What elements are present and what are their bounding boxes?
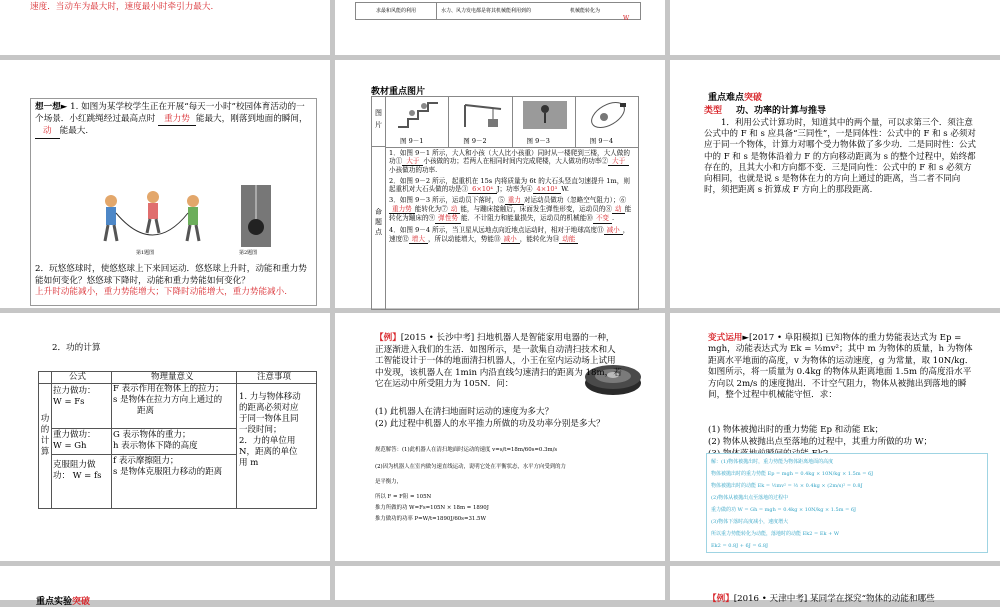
answer-2: 上升时动能减小，重力势能增大；下降时动能增大，重力势能减小. [35, 287, 287, 297]
slide-thumbnail-11[interactable] [335, 566, 665, 600]
sub-question: (2) 物体从被抛出点至落地的过程中，其重力所做的功 W； [708, 437, 933, 447]
proposition-2: 2．如图 9－2 所示，起重机在 15s 内将质量为 6t 的大石头竖直匀速提升 1m，则起重机对大石头做的功是③ 6×10⁴ J；功率为④ 4×10³ W. [389, 176, 630, 193]
slide-thumbnail-6[interactable] [670, 60, 1000, 308]
sub-question: (1) 物体被抛出时的重力势能 Ep 和动能 Ek； [708, 425, 884, 435]
slide-thumbnail-8[interactable] [335, 313, 665, 561]
column-header: 注意事项 [257, 372, 292, 382]
body-text: 1．利用公式计算功时，知道其中的两个量，可以求第三个．须注意公式中的 F 和 s 应具备“三同性”，一是同体性：公式中的 F 和 s 必须对应于同一个物体，计算力对哪个受力物体做了多少功．二是同时性：公式中的 F 和 s 是物体沿着力 F 的方向移动距离为 s 的整个过程中，始终都存在的，且其大小和方向都不变．三是同向性：公式中的 F 和 s 必须方向相同，也就是说 s 是物体在力的方向上通过的距离，当二者不同向时，须把距离 s 折算成 F 方向上的那段距离. [704, 118, 977, 196]
trampoline-figure [523, 101, 567, 129]
table-header-row [39, 372, 316, 384]
row-label: 命题点 [372, 147, 386, 309]
figure-caption: 第2题图 [239, 250, 258, 256]
figure-label: 图 9－4 [589, 137, 614, 145]
question-text: 1. 如图为某学校学生正在开展“每天一小时”校园体育活动的一个场景．小红跳绳经过最高点时 [35, 102, 305, 124]
sub-question: (1) 此机器人在清扫地面时运动的速度为多大？ [375, 407, 554, 417]
question-text: 能最大，刚落到地面的瞬间， [195, 113, 308, 124]
slide-thumbnail-2[interactable] [335, 0, 665, 55]
figure-row [386, 97, 638, 148]
figure-caption: 第1题图 [136, 250, 155, 256]
think-box [30, 98, 317, 306]
proposition-4: 4．如图 9－4 所示，当卫星从远地点向近地点运动时，相对于地球高度⑪ 减小 ，速度⑫ 增大 ，所以动能增大，势能⑬ 减小 ，能转化为⑭ 动能 [389, 225, 630, 243]
table-cell: 机械能转化为 [570, 8, 601, 14]
example-question: 【例】[2015 • 长沙中考] 扫地机器人是智能家用电器的一种，正逐渐进入我们的生活．如图所示，是一款集自动清扫技术和人工智能设计于一体的地面清扫机器人，小王在室内运动场上试用中发现，该机器人在 1min 内沿直线匀速清扫的距离为 18m，若它在运动中所受阻力为 105N．问： [375, 333, 622, 389]
slide-thumbnail-5[interactable] [335, 60, 665, 308]
slide-title: 重点实验突破 [36, 597, 91, 607]
question-text: 能最大. [59, 126, 89, 136]
slide-thumbnail-1[interactable] [0, 0, 330, 55]
meaning-cell: G 表示物体的重力； h 表示物体下降的高度 [113, 430, 198, 451]
table-cell: 水力、风力发电都是将其机械能利用到的 [441, 8, 532, 14]
notes-cell: 1. 力与物体移动 的距离必须对应 于同一物体且同 一段时间； 2．力的单位用 N，距离的单位 用 m [239, 392, 301, 468]
column-header: 公式 [69, 372, 87, 382]
figure-table [371, 96, 639, 310]
stairs-figure [398, 101, 438, 129]
slide-thumbnail-12[interactable] [670, 566, 1000, 604]
meaning-cell: F 表示作用在物体上的拉力； s 是物体在拉力方向上通过的 距离 [113, 384, 224, 416]
meaning-cell: f 表示摩擦阻力； s 是物体克服阻力移动的距离 [113, 456, 223, 477]
slide-title: 教材重点图片 [371, 87, 426, 97]
side-label: 功 的 计 算 [40, 414, 50, 457]
slide-thumbnail-4[interactable] [0, 60, 330, 308]
question-2: 2．玩悠悠球时，使悠悠球上下来回运动．悠悠球上升时，动能和重力势能如何变化？悠悠球下降时，动能和重力势能如何变化？ [35, 264, 307, 286]
answer-text: 速度．当动车为最大时，速度最小时牵引力最大. [30, 2, 214, 12]
answer-blank: 重力势 [158, 114, 196, 127]
formula-cell: 重力做功： W = Gh [53, 430, 96, 451]
yoyo-figure [241, 185, 271, 247]
figure-label: 图 9－1 [400, 137, 424, 145]
answer-blank: 动 [35, 126, 60, 139]
example-question: 【例】[2016 • 天津中考] 某同学在探究“物体的动能和哪些 [708, 594, 935, 604]
solution-block: 规范解答：(1)此机器人在清扫地面时运动的速度 v=s/t=18m/60s=0.3m/s (2)因为机器人在室内做匀速直线运动，说明它处在平衡状态，水平方向受到的力 是平衡力， 所以 F = F阻 = 105N 推力所做的功 W=Fs=105N × 18m = 1890J 推力做功的功率 P=W/t=1890J/60s=31.5W [375, 447, 566, 522]
proposition-3: 3．如图 9－3 所示，运动员下落时，⑤ 重力 对运动员做功（忽略空气阻力）；⑥重力势 能转化为⑦ 动 能，与蹦床接触后，床面发生弹性形变，运动员的⑧ 动 能转化为蹦床的⑨ 弹性势 能．不计阻力和能量损失，运动员的机械能⑩ 不变 . [389, 196, 632, 223]
slide-title: 重点难点突破 [708, 93, 763, 103]
figure-cell [386, 97, 449, 147]
table-subscript: W [623, 15, 630, 22]
question-1: 想一想► 1. 如图为某学校学生正在开展“每天一小时”校园体育活动的一个场景．小红跳绳经过最高点时 重力势 能最大，刚落到地面的瞬间， 动 能最大. [31, 99, 316, 139]
sub-question: (2) 此过程中机器人的水平推力所做的功及功率分别是多大？ [375, 419, 605, 429]
figure-cell [576, 97, 638, 147]
variant-question: 变式运用►[2017 • 阜阳模拟] 已知物体的重力势能表达式为 Ep = mgh，动能表达式为 Ek = ½mv²；其中 m 为物体的质量，h 为物体距离水平地面的高度，v 为物体的运动速度，g 为常量，取 10N/kg．如图所示，将一质量为 0.4kg 的物体从距离地面 1.5m 的高度沿水平方向以 2m/s 的速度抛出．不计空气阻力，物体从被抛出到落地的瞬间，整个过程中机械能守恒．求： [708, 333, 974, 401]
crane-figure [459, 101, 503, 129]
row-label: 图片 [372, 97, 386, 147]
slide-thumbnail-7[interactable] [0, 313, 330, 561]
figure-cell [449, 97, 512, 147]
work-formula-table [38, 371, 317, 509]
slide-thumbnail-3[interactable] [670, 0, 1000, 55]
proposition-text [389, 149, 635, 244]
formula-cell: 克服阻力做 功： W = fs [53, 460, 102, 481]
column-header: 物理量意义 [151, 372, 194, 382]
figure-label: 图 9－3 [526, 137, 550, 145]
slide-thumbnail-10[interactable] [0, 566, 330, 607]
think-heading: 想一想 [35, 102, 61, 112]
jump-rope-figure [91, 187, 211, 247]
figure-label: 图 9－2 [463, 137, 487, 145]
table-fragment [355, 2, 641, 20]
type-heading: 类型 功、功率的计算与推导 [704, 106, 827, 116]
figure-cell [513, 97, 576, 147]
section-heading: 2．功的计算 [52, 343, 101, 353]
formula-cell: 拉力做功： W = Fs [53, 386, 96, 407]
table-cell: 求最和风能的利用 [356, 3, 437, 19]
proposition-1: 1．如图 9－1 所示，大人和小孩（大人比小孩重）同时从一楼爬到三楼，大人做的功① 大于 小孩做的功；若两人在相同时间内完成爬楼，大人做功的功率② 大于小孩做功的功率. [389, 149, 630, 175]
solution-panel: 解：(1)物体被抛出时，重力势能为物体距离地面的高度 物体被抛出时的重力势能 Ep = mgh = 0.4kg × 10N/kg × 1.5m = 6J 物体被抛出时的动能 Ek = ½mv² = ½ × 0.4kg × (2m/s)² = 0.8J (2)物体从被抛出点至落地的过程中 重力做的功 W = Gh = mgh = 0.4kg × 10N/kg × 1.5m = 6J (3)物体下落时高度减小，速度增大 所以重力势能转化为动能，落地时的动能 Ek2 = Ek + W Ek2 = 0.8J + 6J = 6.8J [706, 453, 988, 553]
slide-thumbnail-9[interactable] [670, 313, 1000, 561]
satellite-orbit-figure [586, 101, 630, 129]
